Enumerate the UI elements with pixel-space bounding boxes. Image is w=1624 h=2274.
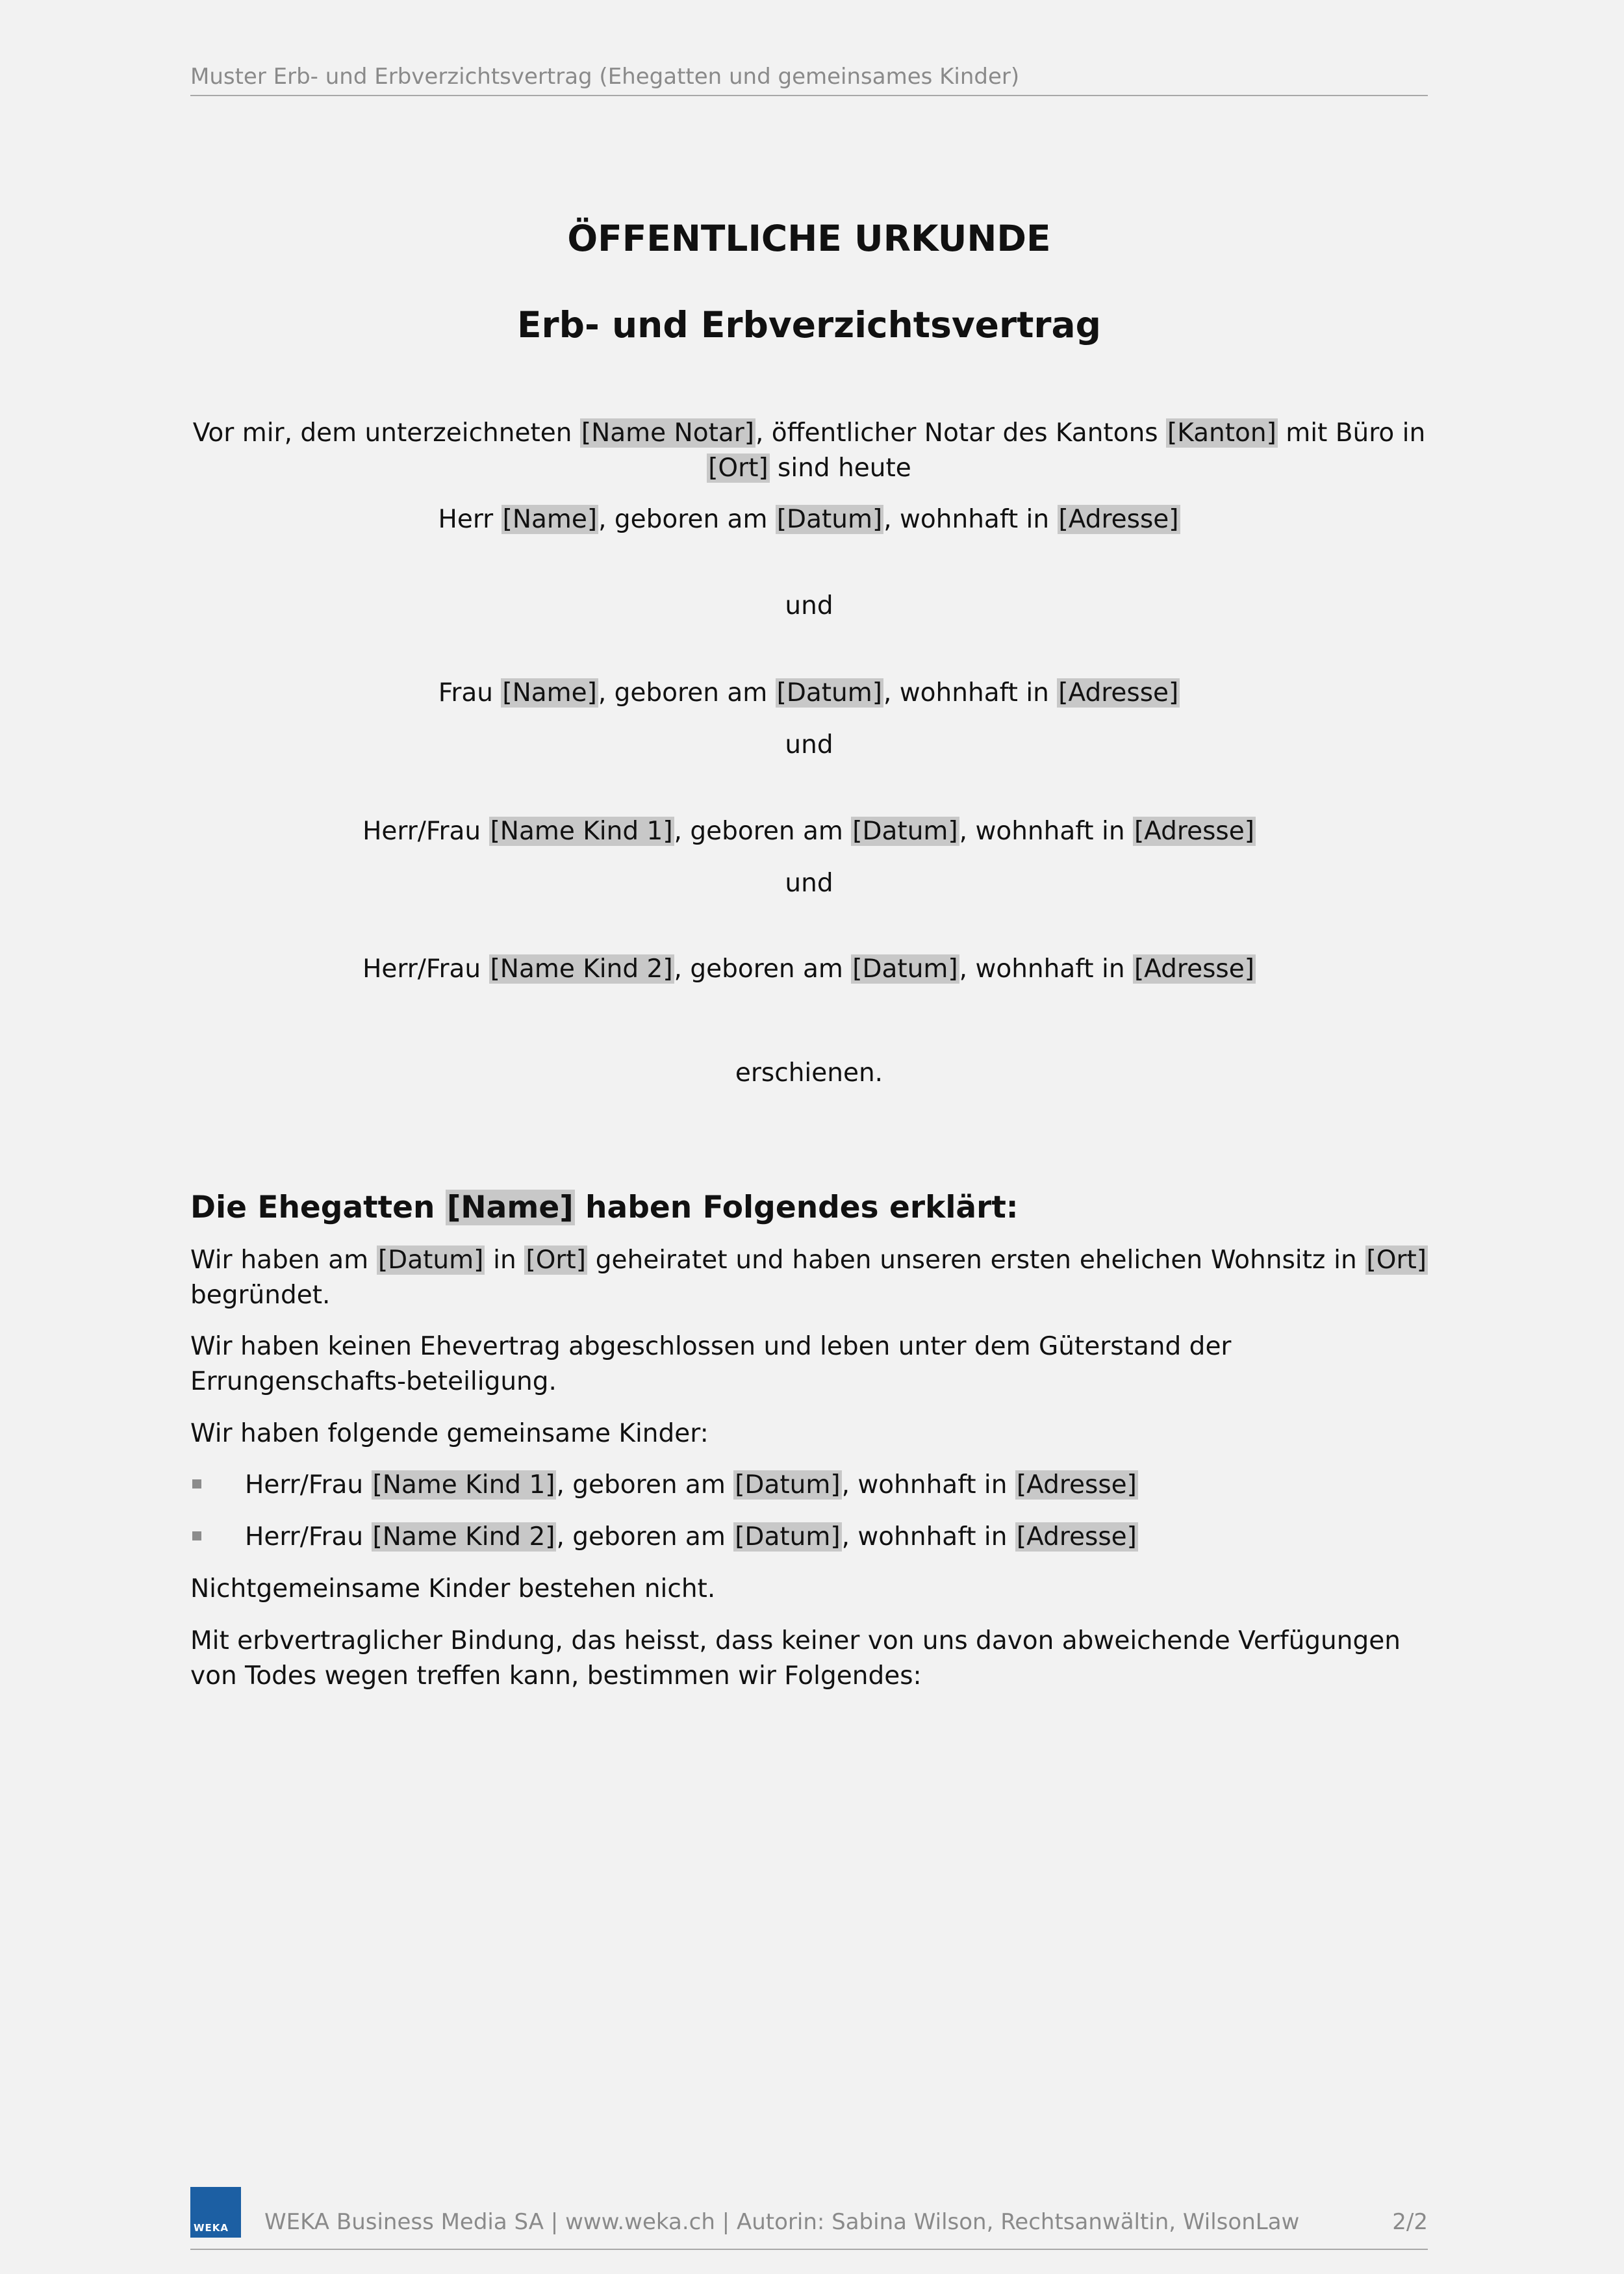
placeholder-ort: [Ort]: [708, 454, 768, 483]
paragraph-ehevertrag: Wir haben keinen Ehevertrag abgeschlossen und leben unter dem Güterstand der Errungenschafts-beteiligung.: [190, 1332, 1232, 1396]
footer-text: WEKA Business Media SA | www.weka.ch | Autorin: Sabina Wilson, Rechtsanwältin, WilsonLaw: [264, 2209, 1300, 2235]
party-frau: Frau [Name], geboren am [Datum], wohnhaft in [Adresse]: [438, 678, 1179, 708]
running-header: Muster Erb- und Erbverzichtsvertrag (Ehegatten und gemeinsames Kinder): [190, 64, 1428, 96]
paragraph-erbvertrag: Mit erbvertraglicher Bindung, das heisst, dass keiner von uns davon abweichende Verfügungen von Todes wegen treffen kann, bestimmen wir Folgendes:: [190, 1626, 1401, 1691]
conjunction-und: und: [785, 591, 833, 620]
placeholder-kanton: [Kanton]: [1167, 418, 1276, 448]
page-footer: [190, 2187, 1428, 2250]
weka-logo: WEKA: [190, 2187, 241, 2238]
party-herr: Herr [Name], geboren am [Datum], wohnhaft in [Adresse]: [438, 505, 1179, 534]
party-kind-2: Herr/Frau [Name Kind 2], geboren am [Datum], wohnhaft in [Adresse]: [362, 954, 1254, 984]
intro-paragraph: Vor mir, dem unterzeichneten [Name Notar], öffentlicher Notar des Kantons [Kanton] mit Büro in [Ort] sind heute: [192, 418, 1426, 483]
document-subtitle: Erb- und Erbverzichtsvertrag: [516, 304, 1102, 346]
paragraph-nichtgemeinsam: Nichtgemeinsame Kinder bestehen nicht.: [190, 1574, 716, 1603]
document-title: ÖFFENTLICHE URKUNDE: [567, 218, 1051, 259]
erschienen-text: erschienen.: [735, 1058, 883, 1088]
paragraph-marriage: Wir haben am [Datum] in [Ort] geheiratet und haben unseren ersten ehelichen Wohnsitz in [Ort] begründet.: [190, 1246, 1427, 1310]
bullet-square-icon: [192, 1479, 201, 1488]
bullet-square-icon: [192, 1531, 201, 1540]
party-kind-1: Herr/Frau [Name Kind 1], geboren am [Datum], wohnhaft in [Adresse]: [362, 817, 1254, 846]
paragraph-kinder-intro: Wir haben folgende gemeinsame Kinder:: [190, 1419, 709, 1448]
conjunction-und: und: [785, 730, 833, 760]
placeholder-notar: [Name Notar]: [581, 418, 755, 448]
page-number: 2/2: [1392, 2209, 1428, 2235]
conjunction-und: und: [785, 869, 833, 898]
section-heading: Die Ehegatten [Name] haben Folgendes erklärt:: [190, 1190, 1019, 1225]
